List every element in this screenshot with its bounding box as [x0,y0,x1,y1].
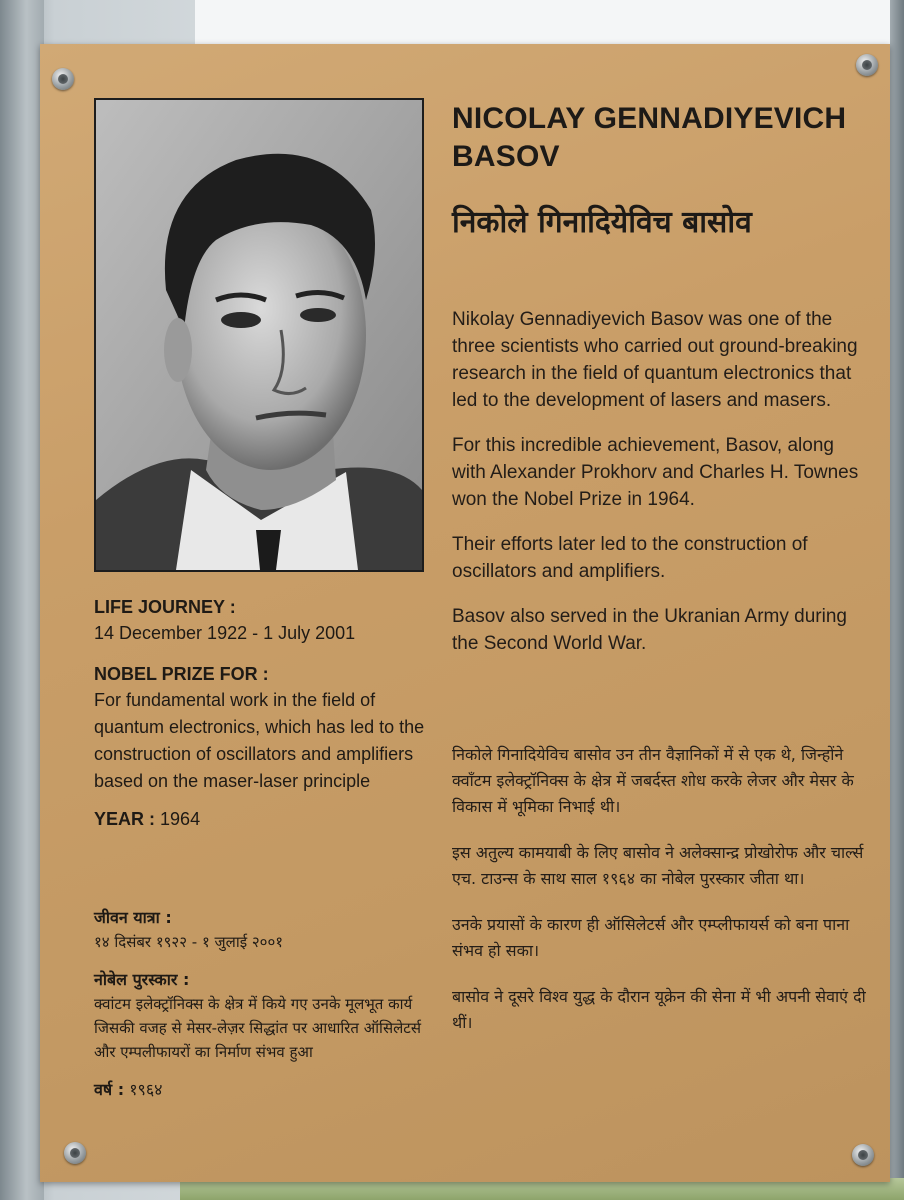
portrait-photo [94,98,424,572]
bio-english [452,306,872,675]
nobel-prize-hindi-value: क्वांटम इलेक्ट्रॉनिक्स के क्षेत्र में किये गए उनके मूलभूत कार्य जिसकी वजह से मेसर-लेज़र सिद्धांत पर आधारित ऑसिलेटर्स और एम्पलीफायरों का निर्माण संभव हुआ [94,995,421,1061]
screw-icon [52,68,74,90]
year-hindi-block [94,1078,439,1100]
facts-hindi [94,906,439,1114]
bio-hindi [452,742,872,1056]
name-english: NICOLAY GENNADIYEVICH BASOV [452,102,847,173]
window-opening [195,0,904,48]
metal-frame-left [0,0,44,1200]
screw-icon [856,54,878,76]
bio-hindi-paragraph: इस अतुल्य कामयाबी के लिए बासोव ने अलेक्सान्द्र प्रोखोरोफ और चार्ल्स एच. टाउन्स के साथ साल १९६४ का नोबेल पुरस्कार जीता था। [452,843,864,888]
year-label: YEAR : [94,809,156,829]
bio-hindi-paragraph: निकोले गिनादियेविच बासोव उन तीन वैज्ञानिकों में से एक थे, जिन्होंने क्वाँटम इलेक्ट्रॉनिक्स के क्षेत्र में जबर्दस्त शोध करके लेजर और मेसर के विकास में भूमिका निभाई थी। [452,745,854,816]
bio-english-paragraph: Their efforts later led to the construction of oscillators and amplifiers. [452,534,808,582]
nobel-prize-label: NOBEL PRIZE FOR : [94,664,269,684]
screw-icon [64,1142,86,1164]
bio-english-paragraph: For this incredible achievement, Basov, along with Alexander Prokhorv and Charles H. Townes won the Nobel Prize in 1964. [452,435,859,510]
nobel-prize-hindi-block [94,968,439,1064]
bio-hindi-paragraph: उनके प्रयासों के कारण ही ऑसिलेटर्स और एम्प्लीफायर्स को बना पाना संभव हो सका। [452,915,850,960]
year-value: 1964 [160,809,201,829]
nobel-prize-hindi-label: नोबेल पुरस्कार : [94,970,190,989]
life-journey-label: LIFE JOURNEY : [94,597,236,617]
bio-hindi-paragraph: बासोव ने दूसरे विश्व युद्ध के दौरान यूक्रेन की सेना में भी अपनी सेवाएं दी थीं। [452,987,866,1032]
bio-english-paragraph: Basov also served in the Ukranian Army during the Second World War. [452,606,847,654]
nobel-prize-block [94,661,434,795]
plaque [40,44,890,1182]
year-hindi-label: वर्ष : [94,1080,125,1099]
facts-english [94,594,434,844]
life-journey-hindi-block [94,906,439,954]
life-journey-hindi-label: जीवन यात्रा : [94,908,172,927]
year-hindi-value: १९६४ [129,1080,163,1099]
bio-english-paragraph: Nikolay Gennadiyevich Basov was one of the three scientists who carried out ground-breaking research in the field of quantum electronics that led to the development of lasers and masers. [452,309,858,411]
screw-icon [852,1144,874,1166]
life-journey-block [94,594,434,647]
metal-frame-right [890,0,904,1200]
portrait-illustration [96,100,422,570]
year-block [94,809,434,830]
life-journey-value: 14 December 1922 - 1 July 2001 [94,623,356,643]
life-journey-hindi-value: १४ दिसंबर १९२२ - १ जुलाई २००१ [94,933,284,951]
name-hindi: निकोले गिनादियेविच बासोव [452,205,752,240]
nobel-prize-value: For fundamental work in the field of quantum electronics, which has led to the construction of oscillators and amplifiers based on the maser-laser principle [94,690,425,791]
